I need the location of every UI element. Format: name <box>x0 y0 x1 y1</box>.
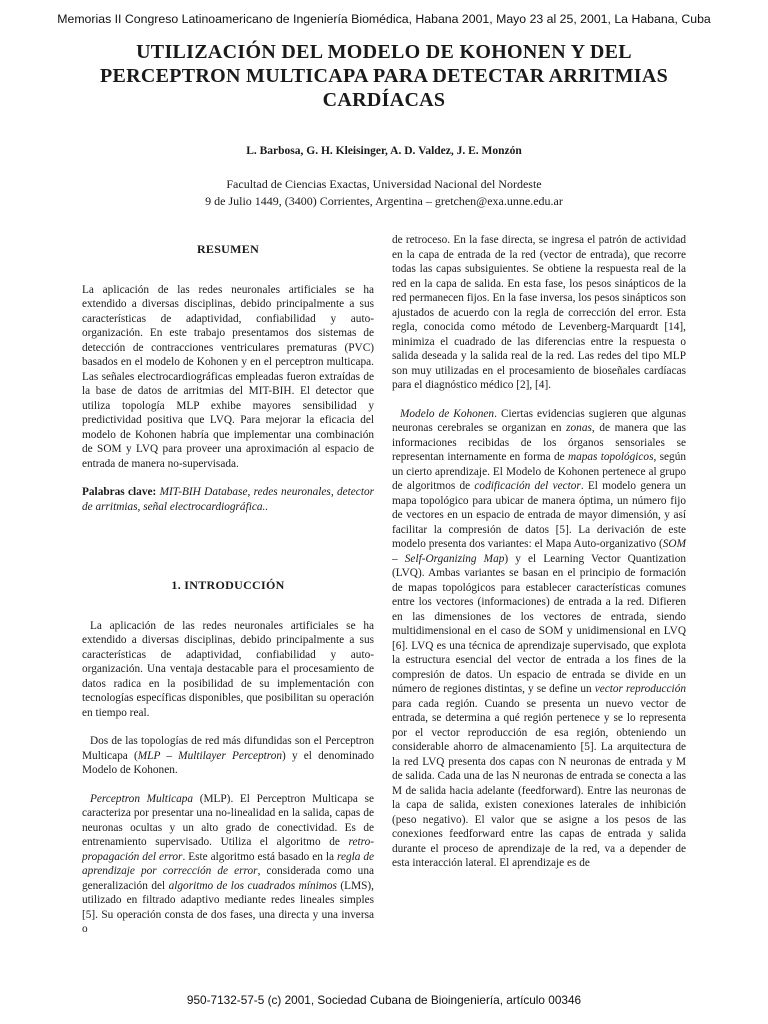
affiliation-line-2: 9 de Julio 1449, (3400) Corrientes, Argentina – gretchen@exa.unne.edu.ar <box>205 194 563 208</box>
affiliation-line-1: Facultad de Ciencias Exactas, Universidad Nacional del Nordeste <box>226 177 542 191</box>
title-line-2: PERCEPTRON MULTICAPA PARA DETECTAR ARRITMIAS <box>99 65 669 87</box>
kohonen-paragraph: Modelo de Kohonen. Ciertas evidencias sugieren que algunas neuronas cerebrales se organizan en zonas, de manera que las informaciones recibidas de los órganos sensoriales se representan internamente en forma de mapas topológicos, según un cierto aprendizaje. El Modelo de Kohonen pertenece al grupo de algoritmos de codificación del vector. El modelo genera un mapa topológico para ubicar de manera óptima, un número fijo de vectores en un espacio de entrada de mayor dimensión, y así facilitar la compresión de datos [5]. La derivación de este modelo presenta dos variantes: el Mapa Auto-organizativo (SOM – Self-Organizing Map) y el Learning Vector Quantization (LVQ). Ambas variantes se basan en el principio de formación de mapas topológicos para establecer características comunes entre los vectores (informaciones) de entrada a la red. Difieren en las dimensiones de los vectores de entrada, siendo multidimensional en el caso de SOM y unidimensional en LVQ [6]. LVQ es una técnica de aprendizaje supervisado, que explota la estructura esencial del vector de entrada a los fines de la compresión de datos. Un espacio de entrada se divide en un número de regiones distintas, y se define un vector reproducción para cada región. Cuando se presenta un nuevo vector de entrada, se determina a qué región pertenece y se lo representa por el vector reproducción de esa región, obteniendo un considerable ahorro de almacenamiento [5]. La arquitectura de la red LVQ presenta dos capas con N neuronas de entrada y M de salida. Cada una de las N neuronas de entrada se conecta a las M de salida hacia adelante (feedforward). Entre las neuronas de la capa de salida, existen conexiones laterales de inhibición (peso negativo). El valor que se asigne a los pesos de las conexiones feedforward entre las capas de entrada y salida durante el proceso de aprendizaje de la red, va a depender de esta interacción lateral. El aprendizaje es de <box>392 407 686 869</box>
intro-paragraph-3: Perceptron Multicapa (MLP). El Perceptron Multicapa se caracteriza por presentar una no-linealidad en la salida, capas de neuronas ocultas y un alto grado de conectividad. Es de entrenamiento supervisado. Utiliza el algoritmo de retro-propagación del error. Este algoritmo está basado en la regla de aprendizaje por corrección de error, considerada como una generalización del algoritmo de los cuadrados mínimos (LMS), utilizado en filtrado adaptivo mediante redes lineales simples [5]. Su operación consta de dos fases, una directa y una inversa o <box>82 792 374 935</box>
left-column <box>82 236 374 937</box>
intro-paragraph-2: Dos de las topologías de red más difundidas son el Perceptron Multicapa (MLP – Multilayer Perceptron) y el denominado Modelo de Kohonen. <box>82 735 374 776</box>
right-paragraph-1: de retroceso. En la fase directa, se ingresa el patrón de actividad en la capa de entrada de la red (vector de entrada), que recorre todas las capas subsiguientes. Se obtiene la respuesta real de la red en la capa de salida. En esta fase, los pesos sinápticos de la red permanecen fijos. En la fase inversa, los pesos sinápticos son ajustados de acuerdo con la regla de corrección del error. Esta regla, conocida como método de Levenberg-Marquardt [14], minimiza el cuadrado de las diferencias entre la respuesta o salida deseada y la salida real de la red. Las redes del tipo MLP son muy utilizadas en el procesamiento de bioseñales cardíacas para el diagnóstico médico [2], [4]. <box>392 234 686 391</box>
title-line-1: UTILIZACIÓN DEL MODELO DE KOHONEN Y DEL <box>136 41 632 63</box>
resumen-heading: RESUMEN <box>196 242 260 256</box>
keywords-label: Palabras clave: <box>82 486 157 498</box>
authors: L. Barbosa, G. H. Kleisinger, A. D. Valdez, J. E. Monzón <box>246 145 522 157</box>
right-column <box>392 233 686 871</box>
intro-heading: 1. INTRODUCCIÓN <box>171 578 285 592</box>
abstract-body: La aplicación de las redes neuronales artificiales se ha extendido a diversas disciplinas, debido principalmente a sus características de adaptividad, confiabilidad y auto-organización. En este trabajo presentamos dos sistemas de detección de contracciones ventriculares prematuras (PVC) basados en el modelo de Kohonen y en el perceptron multicapa. Las señales electrocardiográficas empleadas fueron extraídas de la base de datos de arritmias del MIT-BIH. El detector que utiliza topología MLP exhibe mayores sensibilidad y predictividad positiva que LVQ. Para mejorar la eficacia del modelo de Kohonen habría que implementar una combinación de SOM y LVQ para proveer una aproximación al espacio de entrada de manera no-supervisada. <box>82 283 374 470</box>
footer-citation: 950-7132-57-5 (c) 2001, Sociedad Cubana de Bioingeniería, artículo 00346 <box>186 993 582 1007</box>
affiliation <box>0 176 768 210</box>
title-line-3: CARDÍACAS <box>322 89 446 111</box>
proceedings-header: Memorias II Congreso Latinoamericano de Ingeniería Biomédica, Habana 2001, Mayo 23 al 25, 2001, La Habana, Cuba <box>57 12 711 26</box>
paper-title <box>40 40 728 112</box>
intro-paragraph-1: La aplicación de las redes neuronales artificiales se ha extendido a diversas disciplinas, debido principalmente a sus características de adaptividad, confiabilidad y auto-organización. Una ventaja destacable para el procesamiento de datos radica en la posibilidad de su implementación con tecnologías específicas disponibles, que posibilitan su operación en tiempo real. <box>82 619 374 719</box>
keywords-text: MIT-BIH Database, redes neuronales, detector de arritmias, señal electrocardiográfica.. <box>82 486 375 513</box>
keywords <box>82 485 374 514</box>
